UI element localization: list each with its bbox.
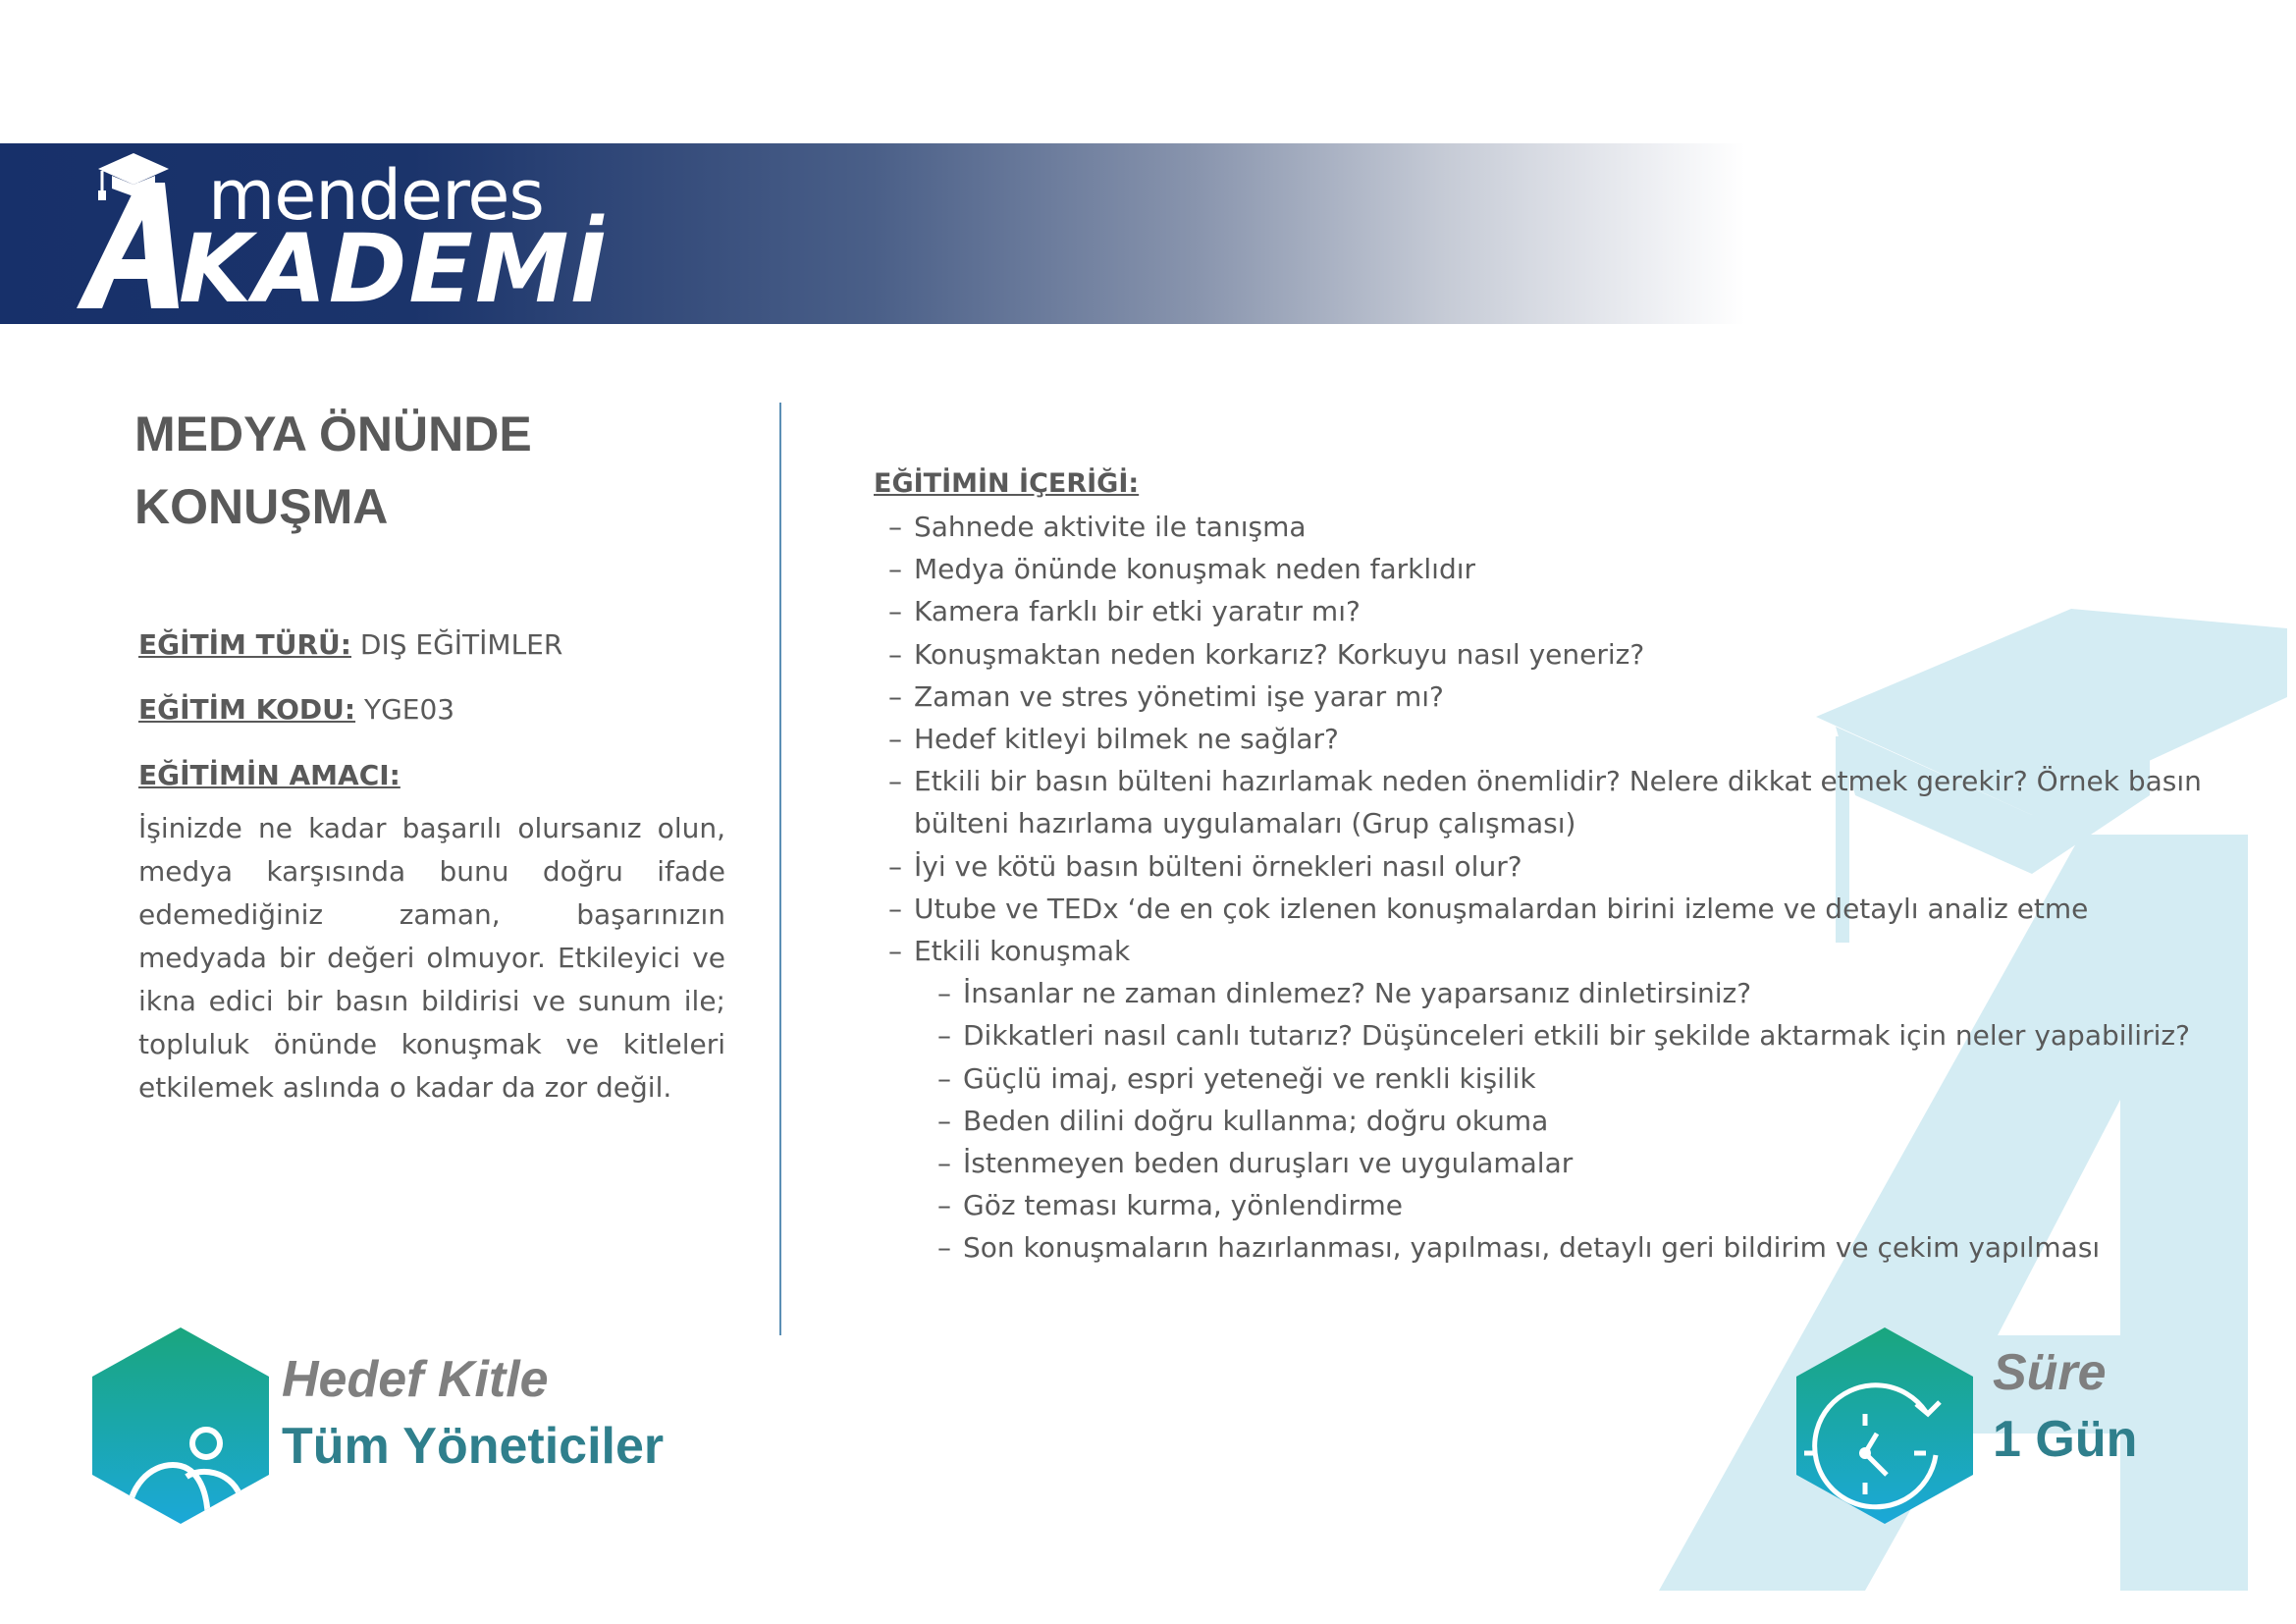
page-title — [134, 398, 723, 543]
training-code-value: YGE03 — [363, 693, 455, 726]
header-banner — [0, 143, 2296, 324]
people-icon — [92, 1327, 269, 1524]
training-code — [138, 693, 454, 726]
training-type-value: DIŞ EĞİTİMLER — [359, 628, 563, 661]
training-aim — [138, 759, 400, 791]
clock-icon — [1796, 1327, 1973, 1524]
duration-value: 1 Gün — [1993, 1411, 2138, 1468]
title-line-1: MEDYA ÖNÜNDE — [134, 406, 532, 461]
title-line-2: KONUŞMA — [134, 479, 389, 534]
brand-bottom-word: KADEMİ — [179, 214, 609, 324]
list-item: – Etkili konuşmak — [888, 930, 2223, 972]
sub-list-item: – İnsanlar ne zaman dinlemez? Ne yaparsanız dinletirsiniz? — [937, 972, 2223, 1014]
training-type — [138, 628, 562, 661]
training-type-label: EĞİTİM TÜRÜ: — [138, 628, 351, 661]
list-item: – Kamera farklı bir etki yaratır mı? — [888, 590, 2223, 632]
list-item: – Etkili bir basın bülteni hazırlamak neden önemlidir? Nelere dikkat etmek gerekir? Örnek basın bülteni hazırlama uygulamaları (Grup çalışması) — [888, 760, 2223, 844]
brand-top-word: menderes — [208, 155, 544, 236]
column-divider — [779, 403, 781, 1335]
training-aim-label: EĞİTİMİN AMACI: — [138, 759, 400, 791]
audience-label: Hedef Kitle — [282, 1351, 549, 1408]
list-item: – Sahnede aktivite ile tanışma — [888, 506, 2223, 548]
audience-value: Tüm Yöneticiler — [282, 1418, 665, 1475]
sub-list-item: – Son konuşmaların hazırlanması, yapılması, detaylı geri bildirim ve çekim yapılması — [937, 1226, 2223, 1269]
sub-list-item: – Göz teması kurma, yönlendirme — [937, 1184, 2223, 1226]
list-item: – İyi ve kötü basın bülteni örnekleri nasıl olur? — [888, 845, 2223, 888]
sub-list-item: – Beden dilini doğru kullanma; doğru okuma — [937, 1100, 2223, 1142]
content-heading: EĞİTİMİN İÇERİĞİ: — [874, 468, 1140, 499]
list-item: – Medya önünde konuşmak neden farklıdır — [888, 548, 2223, 590]
logo — [69, 143, 609, 324]
duration-label: Süre — [1993, 1344, 2107, 1401]
content-list — [888, 506, 2223, 1270]
sub-list-item: – Dikkatleri nasıl canlı tutarız? Düşünceleri etkili bir şekilde aktarmak için neler yapabiliriz? — [937, 1014, 2223, 1056]
list-item: – Konuşmaktan neden korkarız? Korkuyu nasıl yeneriz? — [888, 633, 2223, 676]
sub-list-item: – Güçlü imaj, espri yeteneği ve renkli kişilik — [937, 1057, 2223, 1100]
sub-list-item: – İstenmeyen beden duruşları ve uygulamalar — [937, 1142, 2223, 1184]
list-item: – Hedef kitleyi bilmek ne sağlar? — [888, 718, 2223, 760]
list-item: – Utube ve TEDx ‘de en çok izlenen konuşmalardan birini izleme ve detaylı analiz etme — [888, 888, 2223, 930]
training-code-label: EĞİTİM KODU: — [138, 693, 356, 726]
training-aim-text: İşinizde ne kadar başarılı olursanız olun, medya karşısında bunu doğru ifade edemediğiniz zaman, başarınızın medyada bir değeri olmuyor. Etkileyici ve ikna edici bir basın bildirisi ve sunum ile; topluluk önünde konuşmak ve kitleleri etkilemek aslında o kadar da zor değil. — [138, 812, 725, 1104]
list-item: – Zaman ve stres yönetimi işe yarar mı? — [888, 676, 2223, 718]
